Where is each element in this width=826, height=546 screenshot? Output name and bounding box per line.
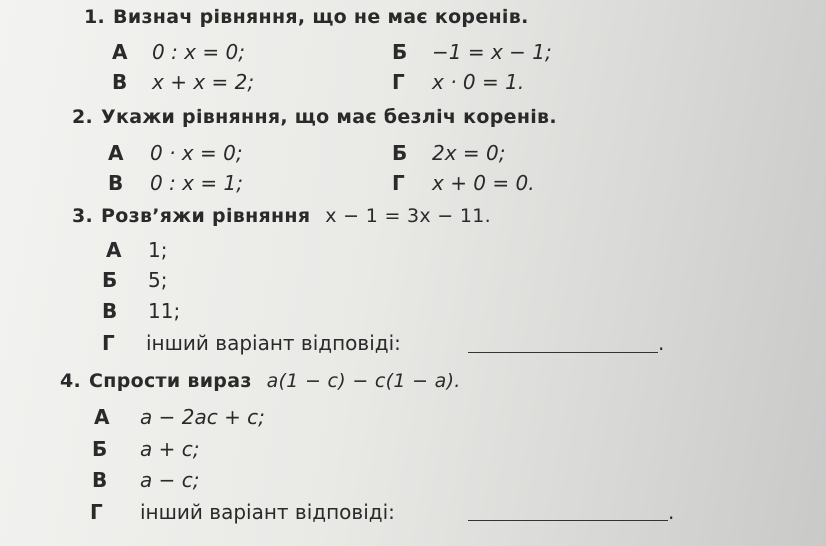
option-text: x + 0 = 0. <box>432 171 535 195</box>
option-text: a + c; <box>140 437 200 461</box>
option-text: 11; <box>148 299 181 323</box>
question-1 <box>84 6 529 28</box>
equation: x − 1 = 3x − 11. <box>325 205 491 227</box>
option-letter: Г <box>392 70 405 94</box>
option-letter: А <box>108 141 124 165</box>
option-text: 2x = 0; <box>432 141 506 165</box>
period: . <box>668 500 675 524</box>
option-letter: А <box>94 405 110 429</box>
option-letter: Г <box>102 331 115 355</box>
question-text: Розв’яжи рівняння <box>101 205 311 227</box>
option-letter: В <box>112 70 128 94</box>
option-letter: В <box>108 171 124 195</box>
question-text: Спрости вираз <box>89 370 252 392</box>
option-text: a − c; <box>140 468 200 492</box>
option-letter: Г <box>90 500 103 524</box>
option-letter: Б <box>392 141 408 165</box>
question-number: 3. <box>72 205 94 227</box>
option-text: x · 0 = 1. <box>432 70 525 94</box>
option-text: 0 : x = 0; <box>152 40 245 64</box>
answer-line[interactable] <box>468 520 668 521</box>
expression: a(1 − c) − c(1 − a). <box>266 370 461 392</box>
option-text: 0 · x = 0; <box>150 141 243 165</box>
question-number: 4. <box>60 370 82 392</box>
question-2 <box>72 106 557 128</box>
option-letter: А <box>106 238 122 262</box>
question-text: Визнач рівняння, що не має коренів. <box>113 6 529 28</box>
option-text: 1; <box>148 238 168 262</box>
option-text: a − 2ac + c; <box>140 405 265 429</box>
option-letter: А <box>112 40 128 64</box>
option-text: 0 : x = 1; <box>150 171 243 195</box>
option-letter: Б <box>102 268 118 292</box>
question-number: 1. <box>84 6 106 28</box>
period: . <box>658 331 665 355</box>
option-text: x + x = 2; <box>152 70 255 94</box>
question-text: Укажи рівняння, що має безліч коренів. <box>101 106 557 128</box>
option-text: інший варіант відповіді: <box>140 500 395 524</box>
option-letter: Г <box>392 171 405 195</box>
option-text: −1 = x − 1; <box>432 40 552 64</box>
question-4 <box>60 370 461 392</box>
answer-line[interactable] <box>468 352 658 353</box>
question-3 <box>72 205 491 227</box>
option-letter: В <box>92 468 108 492</box>
option-text: інший варіант відповіді: <box>146 331 401 355</box>
option-letter: В <box>102 299 118 323</box>
option-text: 5; <box>148 268 168 292</box>
question-number: 2. <box>72 106 94 128</box>
option-letter: Б <box>92 437 108 461</box>
option-letter: Б <box>392 40 408 64</box>
